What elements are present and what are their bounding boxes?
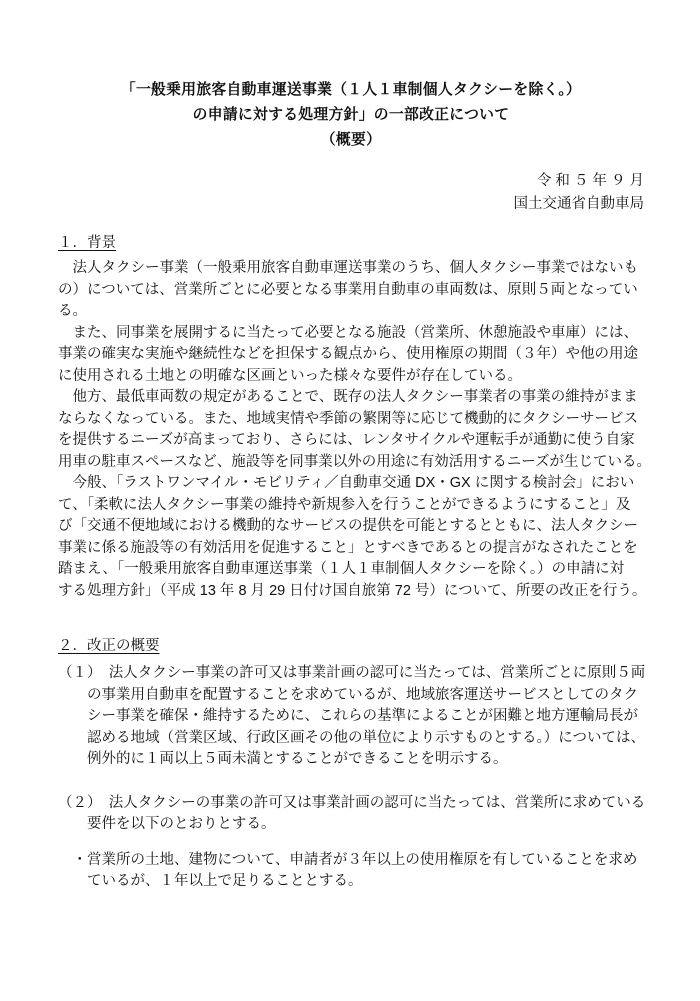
text-line: を提供するニーズが高まっており、さらには、レンタサイクルや運転手が通勤に使う自家 bbox=[58, 432, 635, 448]
section-1-body bbox=[58, 258, 652, 602]
text-line: る。 bbox=[58, 303, 87, 319]
text-line: 踏まえ、「一般乗用旅客自動車運送事業（１人１車制個人タクシーを除く。）の申請に対 bbox=[58, 561, 625, 577]
text-line: ているが、１年以上で足りることとする。 bbox=[58, 873, 363, 889]
text-line: （１） 法人タクシー事業の許可又は事業計画の認可に当たっては、営業所ごとに原則５両 bbox=[58, 665, 646, 681]
text-line: 事業の確実な実施や継続性などを担保する観点から、使用権原の期間（３年）や他の用途 bbox=[58, 346, 638, 362]
section-background bbox=[58, 233, 652, 602]
text-line: の事業用自動車を配置することを求めているが、地域旅客運送サービスとしてのタク bbox=[58, 686, 638, 703]
text-line: の）については、営業所ごとに必要となる事業用自動車の車両数は、原則５両となってい bbox=[58, 281, 638, 298]
text-line: （概要） bbox=[320, 132, 382, 148]
issuing-bureau: 国土交通省自動車局 bbox=[513, 196, 644, 212]
section-1-heading: １．背景 bbox=[58, 235, 116, 251]
text-line: 認める地域（営業区域、行政区画その他の単位により示すものとする。）については、 bbox=[58, 729, 645, 746]
text-line: て、「柔軟に法人タクシー事業の維持や新規参入を行うことができるようにすること」及 bbox=[58, 496, 631, 513]
text-line: 事業に係る施設等の有効活用を促進すること」とすべきであるとの提言がなされたことを bbox=[58, 539, 638, 556]
section-revision-overview bbox=[58, 636, 644, 893]
text-line: び「交通不便地域における機動的なサービスの提供を可能とするとともに、法人タクシー bbox=[58, 518, 638, 534]
text-line: （２） 法人タクシーの事業の許可又は事業計画の認可に当たっては、営業所に求めている bbox=[58, 794, 646, 811]
revision-item-2 bbox=[58, 793, 644, 836]
text-line: ・営業所の土地、建物について、申請者が３年以上の使用権原を有していることを求め bbox=[58, 851, 638, 868]
text-line: また、同事業を展開するに当たって必要となる施設（営業所、休憩施設や車庫）には、 bbox=[58, 324, 638, 341]
text-line: ならなくなっている。また、地域実情や季節の繁閑等に応じて機動的にタクシーサービス bbox=[58, 410, 638, 427]
document-meta bbox=[58, 170, 644, 216]
section-2-heading: ２．改正の概要 bbox=[58, 638, 160, 654]
text-line: 「一般乗用旅客自動車運送事業（１人１車制個人タクシーを除く。） bbox=[120, 82, 582, 98]
text-line: に使用される土地との明確な区画といった様々な要件が存在している。 bbox=[58, 367, 522, 384]
text-line: の申請に対する処理方針」の一部改正について bbox=[192, 107, 510, 123]
publication-date: 令 和 ５ 年 ９ 月 bbox=[536, 173, 644, 189]
text-line: 用車の駐車スペースなど、施設等を同事業以外の用途に有効活用するニーズが生じている。 bbox=[58, 453, 652, 470]
text-line: 例外的に１両以上５両未満とすることができることを明示する。 bbox=[58, 751, 508, 767]
page-title bbox=[58, 78, 644, 153]
revision-item-2-bullet bbox=[58, 850, 644, 893]
text-line: シー事業を確保・維持するために、これらの基準によることが困難と地方運輸局長が bbox=[58, 708, 638, 724]
text-line: 法人タクシー事業（一般乗用旅客自動車運送事業のうち、個人タクシー事業ではないも bbox=[58, 260, 638, 276]
revision-item-1 bbox=[58, 663, 644, 771]
text-line: する処理方針」（平成 13 年 8 月 29 日付け国自旅第 72 号）について、所要の改正を行う。 bbox=[58, 582, 647, 599]
text-line: 今般、「ラストワンマイル・モビリティ／自動車交通 DX・GX に関する検討会」におい bbox=[58, 475, 635, 491]
text-line: 要件を以下のとおりとする。 bbox=[58, 816, 276, 832]
text-line: 他方、最低車両数の規定があることで、既存の法人タクシー事業者の事業の維持がまま bbox=[58, 389, 638, 405]
